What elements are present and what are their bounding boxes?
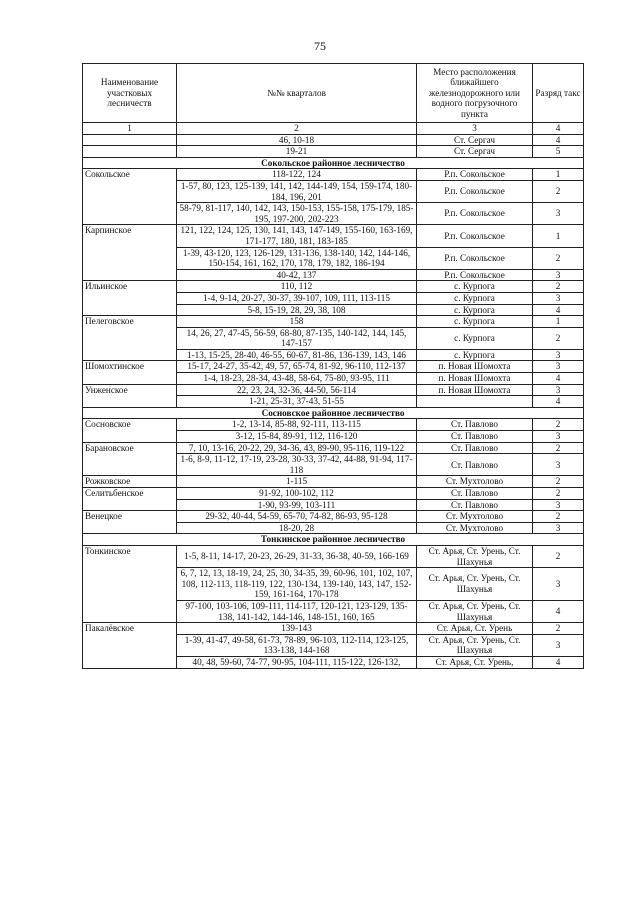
forestry-name: Селитьбенское — [83, 488, 177, 511]
loading-point-cell: Р.п. Сокольское — [417, 180, 533, 202]
tax-rank-cell: 2 — [533, 180, 584, 202]
forestry-name: Карпинское — [83, 225, 177, 281]
tax-rank-cell: 2 — [533, 247, 584, 269]
section-row — [83, 534, 584, 546]
loading-point-cell: с. Курпога — [417, 292, 533, 304]
tax-rank-cell: 1 — [533, 225, 584, 247]
table-body — [83, 134, 584, 668]
table-header-row — [83, 64, 584, 123]
quarters-cell: 1-2, 13-14, 85-88, 92-111, 113-115 — [177, 419, 417, 431]
table-row — [83, 316, 584, 328]
quarters-cell: 1-5, 8-11, 14-17, 20-23, 26-29, 31-33, 36-38, 40-59, 166-169 — [177, 545, 417, 567]
loading-point-cell: п. Новая Шомохта — [417, 373, 533, 385]
column-number-row — [83, 123, 584, 135]
loading-point-cell: Ст. Сергач — [417, 146, 533, 158]
quarters-cell: 40, 48, 59-60, 74-77, 90-95, 104-111, 115-122, 126-132, — [177, 656, 417, 668]
quarters-cell: 91-92, 100-102, 112 — [177, 488, 417, 500]
tax-rank-cell: 2 — [533, 327, 584, 349]
loading-point-cell: Р.п. Сокольское — [417, 225, 533, 247]
tax-rank-cell: 2 — [533, 419, 584, 431]
loading-point-cell: Ст. Мухтолово — [417, 511, 533, 523]
quarters-cell: 5-8, 15-19, 28, 29, 38, 108 — [177, 304, 417, 316]
table-row — [83, 545, 584, 567]
tax-rank-cell: 2 — [533, 476, 584, 488]
tax-rank-cell: 4 — [533, 396, 584, 408]
tax-rank-cell: 5 — [533, 146, 584, 158]
loading-point-cell — [417, 396, 533, 408]
section-title: Сосновское районное лесничество — [83, 407, 584, 419]
forestry-name: Сосновское — [83, 419, 177, 442]
tax-rank-cell: 3 — [533, 634, 584, 656]
quarters-cell: 1-21, 25-31, 37-43, 51-55 — [177, 396, 417, 408]
quarters-cell: 121, 122, 124, 125, 130, 141, 143, 147-149, 155-160, 163-169, 171-177, 180, 181, 183-185 — [177, 225, 417, 247]
quarters-cell: 22, 23, 24, 32-36, 44-50, 56-114 — [177, 384, 417, 396]
tax-rank-cell: 3 — [533, 203, 584, 225]
tax-rank-cell: 2 — [533, 488, 584, 500]
forestry-name: Сокольское — [83, 169, 177, 225]
tax-rank-table — [82, 63, 584, 669]
loading-point-cell: Ст. Павлово — [417, 454, 533, 476]
tax-rank-cell: 2 — [533, 281, 584, 293]
quarters-cell: 46, 10-18 — [177, 134, 417, 146]
quarters-cell: 1-90, 93-99, 103-111 — [177, 499, 417, 511]
loading-point-cell: Р.п. Сокольское — [417, 203, 533, 225]
tax-rank-cell: 4 — [533, 373, 584, 385]
loading-point-cell: Ст. Арья, Ст. Урень, Ст. Шахунья — [417, 600, 533, 622]
quarters-cell: 1-115 — [177, 476, 417, 488]
loading-point-cell: Ст. Павлово — [417, 419, 533, 431]
loading-point-cell: Р.п. Сокольское — [417, 169, 533, 181]
loading-point-cell: Ст. Павлово — [417, 431, 533, 443]
table-row — [83, 623, 584, 635]
column-number: 4 — [533, 123, 584, 135]
table-row — [83, 169, 584, 181]
forestry-name: Ильинское — [83, 281, 177, 316]
quarters-cell: 118-122, 124 — [177, 169, 417, 181]
tax-rank-cell: 3 — [533, 522, 584, 534]
column-number: 1 — [83, 123, 177, 135]
section-row — [83, 157, 584, 169]
quarters-cell: 1-4, 9-14, 20-27, 30-37, 39-107, 109, 111, 113-115 — [177, 292, 417, 304]
table-row — [83, 134, 584, 146]
quarters-cell: 1-39, 41-47, 49-58, 61-73, 78-89, 96-103, 112-114, 123-125, 133-138, 144-168 — [177, 634, 417, 656]
tax-rank-cell: 3 — [533, 269, 584, 281]
quarters-cell: 139-143 — [177, 623, 417, 635]
loading-point-cell: п. Новая Шомохта — [417, 384, 533, 396]
tax-rank-cell: 4 — [533, 134, 584, 146]
tax-rank-cell: 3 — [533, 292, 584, 304]
loading-point-cell: Ст. Мухтолово — [417, 522, 533, 534]
page-number: 75 — [314, 39, 326, 53]
quarters-cell: 40-42, 137 — [177, 269, 417, 281]
forestry-name: Рожковское — [83, 476, 177, 488]
forestry-name: Унженское — [83, 384, 177, 407]
quarters-cell: 110, 112 — [177, 281, 417, 293]
loading-point-cell: с. Курпога — [417, 327, 533, 349]
loading-point-cell: Р.п. Сокольское — [417, 269, 533, 281]
quarters-cell: 1-6, 8-9, 11-12, 17-19, 23-28, 30-33, 37-42, 44-88, 91-94, 117-118 — [177, 454, 417, 476]
section-row — [83, 407, 584, 419]
quarters-cell: 1-4, 18-23, 28-34, 43-48, 58-64, 75-80, 93-95, 111 — [177, 373, 417, 385]
table-row — [83, 361, 584, 373]
loading-point-cell: с. Курпога — [417, 304, 533, 316]
tax-rank-cell: 3 — [533, 349, 584, 361]
quarters-cell: 3-12, 15-84, 89-91, 112, 116-120 — [177, 431, 417, 443]
quarters-cell: 1-13, 15-25, 28-40, 46-55, 60-67, 81-86, 136-139, 143, 146 — [177, 349, 417, 361]
loading-point-cell: Ст. Павлово — [417, 442, 533, 454]
table-row — [83, 384, 584, 396]
header-loading-point: Место расположения ближайшего железнодорожного или водного погрузочного пункта — [417, 64, 533, 123]
tax-rank-cell: 3 — [533, 361, 584, 373]
loading-point-cell: Ст. Павлово — [417, 488, 533, 500]
quarters-cell: 1-39, 43-120, 123, 126-129, 131-136, 138-140, 142, 144-146, 150-154, 161, 162, 170, 178, 179, 182, 186-194 — [177, 247, 417, 269]
quarters-cell: 7, 10, 13-16, 20-22, 29, 34-36, 43, 89-90, 95-116, 119-122 — [177, 442, 417, 454]
tax-rank-cell: 3 — [533, 431, 584, 443]
forestry-name: Пакалёвское — [83, 623, 177, 668]
loading-point-cell: Ст. Сергач — [417, 134, 533, 146]
loading-point-cell: Ст. Арья, Ст. Урень, Ст. Шахунья — [417, 545, 533, 567]
forestry-name: Шомохтинское — [83, 361, 177, 384]
quarters-cell: 58-79, 81-117, 140, 142, 143, 150-153, 155-158, 175-179, 185-195, 197-200, 202-223 — [177, 203, 417, 225]
table-row — [83, 476, 584, 488]
loading-point-cell: Ст. Павлово — [417, 499, 533, 511]
header-quarters: №№ кварталов — [177, 64, 417, 123]
table-row — [83, 511, 584, 523]
forestry-name: Барановское — [83, 442, 177, 476]
loading-point-cell: Ст. Арья, Ст. Урень, Ст. Шахунья — [417, 634, 533, 656]
forestry-name — [83, 134, 177, 146]
table-row — [83, 281, 584, 293]
tax-rank-cell: 4 — [533, 600, 584, 622]
loading-point-cell: Ст. Мухтолово — [417, 476, 533, 488]
loading-point-cell: п. Новая Шомохта — [417, 361, 533, 373]
loading-point-cell: с. Курпога — [417, 316, 533, 328]
loading-point-cell: Р.п. Сокольское — [417, 247, 533, 269]
quarters-cell: 18-20, 28 — [177, 522, 417, 534]
column-number: 3 — [417, 123, 533, 135]
header-tax-rank: Разряд такс — [533, 64, 584, 123]
loading-point-cell: с. Курпога — [417, 281, 533, 293]
quarters-cell: 158 — [177, 316, 417, 328]
tax-rank-cell: 4 — [533, 304, 584, 316]
section-title: Тонкинское районное лесничество — [83, 534, 584, 546]
quarters-cell: 97-100, 103-106, 109-111, 114-117, 120-121, 123-129, 135-138, 141-142, 144-146, 148-151, 160, 165 — [177, 600, 417, 622]
tax-rank-cell: 2 — [533, 623, 584, 635]
loading-point-cell: Ст. Арья, Ст. Урень, — [417, 656, 533, 668]
quarters-cell: 6, 7, 12, 13, 18-19, 24, 25, 30, 34-35, 39, 60-96, 101, 102, 107, 108, 112-113, 118-119, 122, 130-134, 139-140, 143, 147, 152-159, 161-164, 170-178 — [177, 568, 417, 601]
tax-rank-cell: 2 — [533, 545, 584, 567]
table-row — [83, 488, 584, 500]
table-row — [83, 419, 584, 431]
tax-rank-cell: 2 — [533, 442, 584, 454]
tax-rank-cell: 1 — [533, 169, 584, 181]
loading-point-cell: Ст. Арья, Ст. Урень, Ст. Шахунья — [417, 568, 533, 601]
forestry-name: Венецкое — [83, 511, 177, 534]
tax-rank-cell: 3 — [533, 454, 584, 476]
loading-point-cell: с. Курпога — [417, 349, 533, 361]
forestry-name: Пелеговское — [83, 316, 177, 361]
tax-rank-cell: 3 — [533, 499, 584, 511]
table-row — [83, 225, 584, 247]
quarters-cell: 14, 26, 27, 47-45, 56-59, 68-80, 87-135, 140-142, 144, 145, 147-157 — [177, 327, 417, 349]
tax-rank-cell: 2 — [533, 511, 584, 523]
quarters-cell: 1-57, 80, 123, 125-139, 141, 142, 144-149, 154, 159-174, 180-184, 196, 201 — [177, 180, 417, 202]
tax-rank-cell: 3 — [533, 568, 584, 601]
column-number: 2 — [177, 123, 417, 135]
forestry-name: Тонкинское — [83, 545, 177, 622]
tax-rank-cell: 3 — [533, 384, 584, 396]
tax-rank-cell: 1 — [533, 316, 584, 328]
quarters-cell: 29-32, 40-44, 54-59, 65-70, 74-82, 86-93, 95-128 — [177, 511, 417, 523]
table-row — [83, 146, 584, 158]
section-title: Сокольское районное лесничество — [83, 157, 584, 169]
tax-rank-cell: 4 — [533, 656, 584, 668]
table-row — [83, 442, 584, 454]
forestry-name — [83, 146, 177, 158]
quarters-cell: 15-17, 24-27, 35-42, 49, 57, 65-74, 81-92, 96-110, 112-137 — [177, 361, 417, 373]
loading-point-cell: Ст. Арья, Ст. Урень — [417, 623, 533, 635]
header-forestry-name: Наименование участковых лесничеств — [83, 64, 177, 123]
quarters-cell: 19-21 — [177, 146, 417, 158]
